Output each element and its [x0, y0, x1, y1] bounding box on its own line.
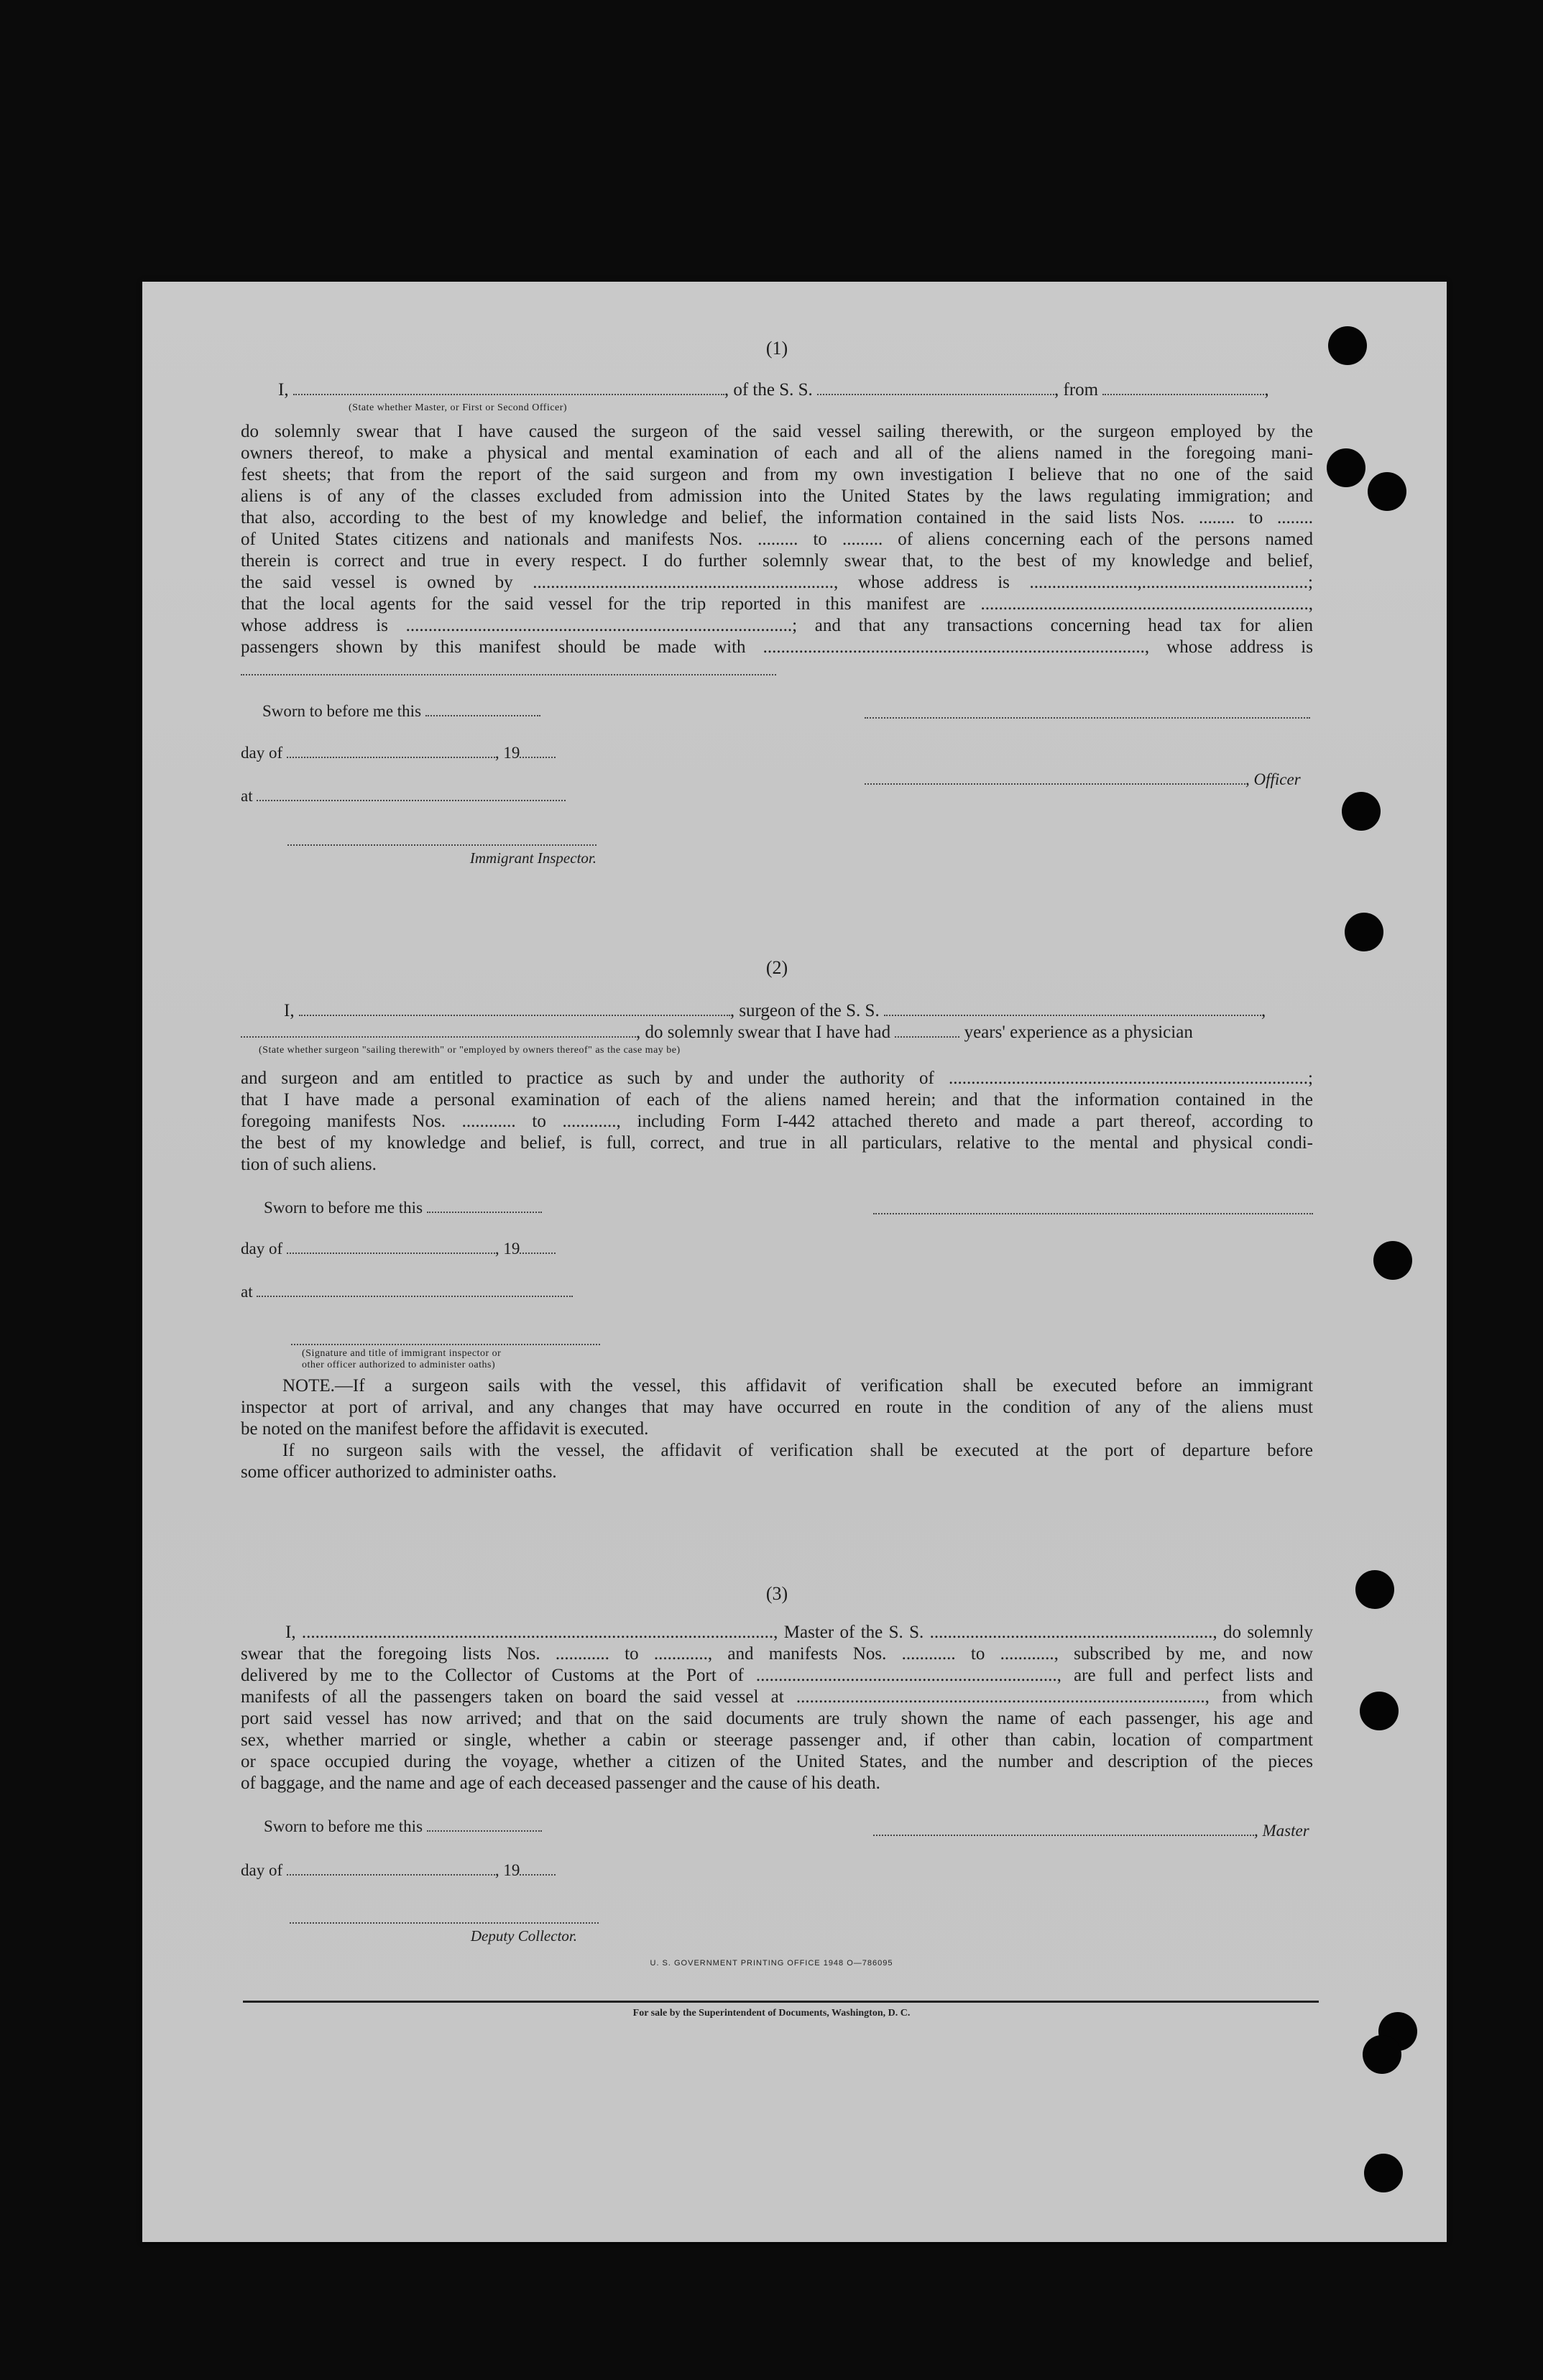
collector-caption: Deputy Collector.	[470, 1927, 577, 1945]
years-field[interactable]	[895, 1022, 959, 1038]
punch-hole	[1368, 472, 1406, 511]
sworn-label: Sworn to before me this	[264, 1197, 542, 1217]
affidavit-2	[241, 956, 1313, 1502]
body-line: manifests of all the passengers taken on board the said vessel at ..........................................................................................., from which	[241, 1687, 1313, 1707]
sworn-date-field[interactable]	[425, 701, 540, 716]
body-line: the said vessel is owned by ..................................................................., whose address is ........................,.....................................;	[241, 573, 1313, 592]
master-oath-line: I, , of the S. S. , from ,	[278, 380, 1269, 400]
name-field[interactable]	[293, 379, 724, 395]
year-field[interactable]	[520, 1238, 556, 1254]
year-field[interactable]	[520, 742, 556, 758]
body-line: of baggage, and the name and age of each deceased passenger and the cause of his death.	[241, 1774, 880, 1793]
body-line: delivered by me to the Collector of Customs at the Port of ..................................................................., are full and perfect lists and	[241, 1666, 1313, 1685]
collector-signature-line[interactable]	[290, 1922, 599, 1924]
officer-signature: , Officer	[865, 769, 1301, 789]
surgeon-oath-line: I, , surgeon of the S. S. ,	[284, 1001, 1266, 1020]
vessel-field[interactable]	[817, 379, 1054, 395]
inspector-signature-line[interactable]	[291, 1344, 600, 1345]
punch-hole	[1360, 1692, 1399, 1730]
note-line: inspector at port of arrival, and any changes that may have occurred en route in the condition of any of the aliens must	[241, 1398, 1313, 1417]
note-line: If no surgeon sails with the vessel, the affidavit of verification shall be executed at the port of departure before	[282, 1441, 1313, 1460]
surgeon-status-field[interactable]	[241, 1022, 636, 1038]
body-line: or space occupied during the voyage, whether a citizen of the United States, and the number and description of the pieces	[241, 1752, 1313, 1771]
body-line: that also, according to the best of my knowledge and belief, the information contained in the said lists Nos. ........ to ........	[241, 508, 1313, 527]
from-port-field[interactable]	[1102, 379, 1264, 395]
affidavit-1	[241, 331, 1313, 877]
at-label: at	[241, 785, 566, 806]
body-line: I, ........................................................................................................., Master of the S. S. ..............................................................., do solemnly	[285, 1623, 1313, 1642]
place-field[interactable]	[257, 1281, 573, 1297]
body-line: whose address is ......................................................................................; and that any transactions concerning head tax for alien	[241, 616, 1313, 635]
day-of-label: day of , 19	[241, 1860, 556, 1880]
punch-hole	[1345, 913, 1383, 951]
place-field[interactable]	[257, 785, 566, 801]
punch-hole	[1342, 792, 1381, 831]
officer-note: (State whether Master, or First or Second Officer)	[349, 402, 568, 413]
inspector-note: (Signature and title of immigrant inspector or	[302, 1348, 502, 1359]
vessel-field[interactable]	[884, 1000, 1261, 1016]
body-line: foregoing manifests Nos. ............ to ............, including Form I-442 attached thereto and made a part thereof, according to	[241, 1112, 1313, 1131]
section-number: (2)	[765, 957, 788, 978]
master-signature: , Master	[873, 1820, 1309, 1840]
printer-imprint: U. S. GOVERNMENT PRINTING OFFICE 1948 O—786095	[650, 1959, 893, 1968]
note-line: NOTE.—If a surgeon sails with the vessel, this affidavit of verification shall be executed before an immigrant	[282, 1376, 1313, 1396]
body-line: port said vessel has now arrived; and that on the said documents are truly shown the name of each passenger, his age and	[241, 1709, 1313, 1728]
year-field[interactable]	[520, 1860, 556, 1876]
inspector-signature-line[interactable]	[287, 844, 597, 846]
note-line: be noted on the manifest before the affidavit is executed.	[241, 1419, 649, 1439]
officer-signature-line[interactable]	[865, 717, 1310, 719]
body-line: aliens is of any of the classes excluded from admission into the United States by the laws regulating immigration; and	[241, 486, 1313, 506]
address-field[interactable]	[241, 674, 776, 675]
punch-hole	[1355, 1570, 1394, 1609]
note-line: some officer authorized to administer oaths.	[241, 1462, 557, 1482]
body-line: fest sheets; that from the report of the said surgeon and from my own investigation I believe that no one of the said	[241, 465, 1313, 484]
punch-hole	[1373, 1241, 1412, 1280]
at-label: at	[241, 1281, 573, 1301]
footer-rule	[243, 2001, 1319, 2003]
sworn-date-field[interactable]	[427, 1197, 542, 1213]
sworn-label: Sworn to before me this	[264, 1816, 542, 1836]
body-line: owners thereof, to make a physical and mental examination of each and all of the aliens named in the foregoing mani-	[241, 443, 1313, 463]
sworn-label: Sworn to before me this	[262, 701, 540, 721]
affidavit-3	[241, 1577, 1313, 1980]
body-line: tion of such aliens.	[241, 1155, 377, 1174]
body-line: and surgeon and am entitled to practice as such by and under the authority of ................................................................................;	[241, 1069, 1313, 1088]
body-line: of United States citizens and nationals and manifests Nos. ......... to ......... of aliens concerning each of the persons named	[241, 530, 1313, 549]
punch-hole	[1327, 448, 1365, 487]
master-name-field[interactable]	[873, 1820, 1254, 1836]
body-line: sex, whether married or single, whether a cabin or steerage passenger and, if other than cabin, location of compartment	[241, 1730, 1313, 1750]
inspector-note: other officer authorized to administer oaths)	[302, 1360, 496, 1370]
punch-hole	[1328, 326, 1367, 365]
body-line: the best of my knowledge and belief, is full, correct, and true in all particulars, relative to the mental and physical condi-	[241, 1133, 1313, 1153]
body-line: that the local agents for the said vessel for the trip reported in this manifest are .........................................................................,	[241, 594, 1313, 614]
surgeon-experience-line: , do solemnly swear that I have had years' experience as a physician	[241, 1022, 1313, 1043]
body-line: swear that the foregoing lists Nos. ............ to ............, and manifests Nos. ............ to ............, subscribed by me, and now	[241, 1644, 1313, 1664]
section-number: (3)	[765, 1583, 788, 1604]
body-line: do solemnly swear that I have caused the surgeon of the said vessel sailing therewith, or the surgeon employed by the	[241, 422, 1313, 441]
sale-notice: For sale by the Superintendent of Documents, Washington, D. C.	[632, 2008, 911, 2019]
punch-hole	[1363, 2035, 1401, 2074]
body-line: passengers shown by this manifest should be made with ....................................................................................., whose address is	[241, 637, 1313, 657]
month-field[interactable]	[287, 1238, 495, 1254]
sworn-date-field[interactable]	[427, 1816, 542, 1832]
inspector-caption: Immigrant Inspector.	[469, 849, 597, 867]
surgeon-note: (State whether surgeon "sailing therewith" or "employed by owners thereof" as the case may be)	[259, 1045, 681, 1056]
punch-hole	[1364, 2154, 1403, 2192]
surgeon-name-field[interactable]	[299, 1000, 730, 1016]
body-line: that I have made a personal examination of each of the aliens named herein; and that the information contained in the	[241, 1090, 1313, 1110]
section-number: (1)	[765, 338, 788, 359]
month-field[interactable]	[287, 1860, 495, 1876]
body-line: therein is correct and true in every respect. I do further solemnly swear that, to the best of my knowledge and belief,	[241, 551, 1313, 571]
officer-name-field[interactable]	[865, 769, 1245, 785]
surgeon-signature-line[interactable]	[873, 1213, 1313, 1214]
month-field[interactable]	[287, 742, 495, 758]
day-of-label: day of , 19	[241, 742, 556, 762]
day-of-label: day of , 19	[241, 1238, 556, 1258]
